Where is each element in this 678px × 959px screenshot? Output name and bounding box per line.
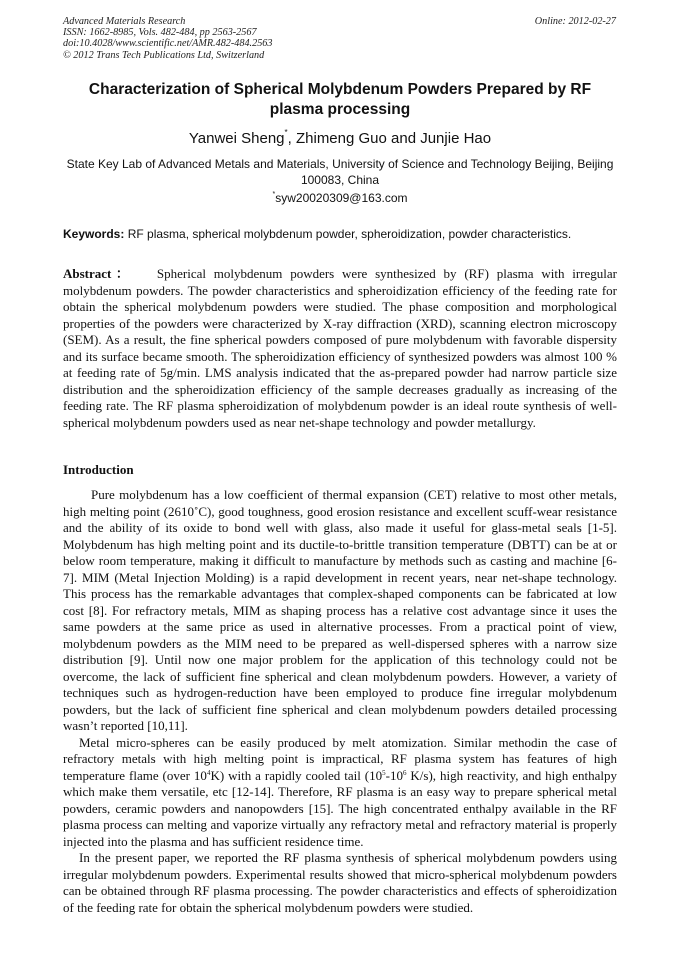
intro-paragraph-1: Pure molybdenum has a low coefficient of thermal expansion (CET) relative to most other metals, high melting point (2610˚C), good toughness, good erosion resistance and excellent scuff-wear resistance and the ability of its oxide to bond well with glass, also made it useful for glass-metal seals [1-5]. Molybdenum has high melting point and its ductile-to-brittle transition temperature (DBTT) can be at or below room temperature, making it difficult to manufacture by methods such as casting and machine [6-7]. MIM (Metal Injection Molding) is a rapid development in recent years, near net-shape technology. This process has the remarkable advantages that complex-shaped components can be fabricated at low cost [8]. For refractory metals, MIM as shaping process has a relative cost advantage since it uses the same powders at the same price as used in alternative processes. From a practical point of view, molybdenum powders as the MIM need to be prepared as well-dispersed spheres with a narrow size distribution [9]. Until now one major problem for the application of this technology could not be overcome, the lack of sufficient fine spherical and clean molybdenum powders. However, a variety of techniques such as hydrogen-reduction have been employed to produce fine irregular molybdenum powders, but the lack of sufficient fine spherical and clean molybdenum powders detailed processing wasn’t reported [10,11]. [63,487,617,733]
journal-name: Advanced Materials Research [63,16,186,27]
intro-p2-text-c: -10 [385,767,403,783]
intro-p2-text-d: K/s), high reactivity, and high enthalpy which make them versatile, etc [12-14]. Therefore, RF plasma is an easy way to prepare spherical metal powders, ceramic powders and nanopowders [15]. The high concentrated enthalpy available in the RF plasma process can melting and vaporize virtually any refractory metal and refractory material is properly injected into the plasma and has sufficient residence time. [63,767,617,849]
intro-paragraph-2 [63,735,617,851]
journal-doi[interactable]: doi:10.4028/www.scientific.net/AMR.482-484.2563 [63,38,273,50]
keywords-label: Keywords: [63,227,125,241]
author-list [63,129,617,149]
online-date: Online: 2012-02-27 [534,16,616,27]
email-address[interactable]: syw20020309@163.com [275,191,408,205]
intro-p2-text-a: Metal micro-spheres can be easily produced by melt atomization. Similar methodin the case of refractory metals with high melting point is impractical, RF plasma system has features of high temperature flame (over 10 [63,734,617,783]
paper-title: Characterization of Spherical Molybdenum Powders Prepared by RF plasma processing [88,81,592,118]
email-line [63,190,617,206]
author-rest: , Zhimeng Guo and Junjie Hao [287,130,492,147]
intro-p2-sup-3: 6 [402,768,407,777]
journal-issn: ISSN: 1662-8985, Vols. 482-484, pp 2563-2567 [63,27,257,39]
intro-paragraph-3: In the present paper, we reported the RF plasma synthesis of spherical molybdenum powders using irregular molybdenum powders. Experimental results showed that micro-spherical molybdenum powders can be obtained through RF plasma processing. The powder characteristics and effects of spheroidization of the feeding rate for obtain the spherical molybdenum powders were studied. [63,850,617,915]
journal-copyright: © 2012 Trans Tech Publications Ltd, Switzerland [63,49,265,61]
affiliation: State Key Lab of Advanced Metals and Materials, University of Science and Technology Beijing, Beijing 100083, China [66,157,614,187]
intro-p2-sup-1: 4 [206,768,211,777]
journal-header [63,16,272,61]
author-first: Yanwei Sheng [188,130,285,147]
introduction-body [63,487,617,916]
corresponding-mark: * [284,128,288,137]
abstract-text: Spherical molybdenum powders were synthesized by (RF) plasma with irregular molybdenum powders. The powder characteristics and spheroidization efficiency of the feeding rate for obtain the spherical molybdenum powders were studied. The phase composition and morphological properties of the powders were characterized by X-ray diffraction (XRD), scanning electron microscopy (SEM). As a result, the fine spherical powders composed of pure molybdenum with favorable dispersity and its surface became smooth. The spheroidization efficiency of synthesized powders was almost 100 % at feeding rate of 5g/min. LMS analysis indicated that the as-prepared powder had narrow particle size distribution and the spheroidization efficiency of the sample decreases gradually as increasing of the feeding rate. The RF plasma spheroidization of molybdenum powder is an ideal route synthesis of well- spherical molybdenum powders used as near net-shape technology and powder metallurgy. [63,266,617,430]
intro-p2-sup-2: 5 [382,768,386,777]
section-heading-introduction: Introduction [63,462,134,477]
abstract-label: Abstract： [63,266,134,281]
abstract [63,266,617,431]
email-mark: * [272,191,276,198]
keywords-text: RF plasma, spherical molybdenum powder, spheroidization, powder characteristics. [127,227,572,241]
keywords [63,226,617,242]
intro-p2-text-b: K) with a rapidly cooled tail (10 [210,767,383,783]
